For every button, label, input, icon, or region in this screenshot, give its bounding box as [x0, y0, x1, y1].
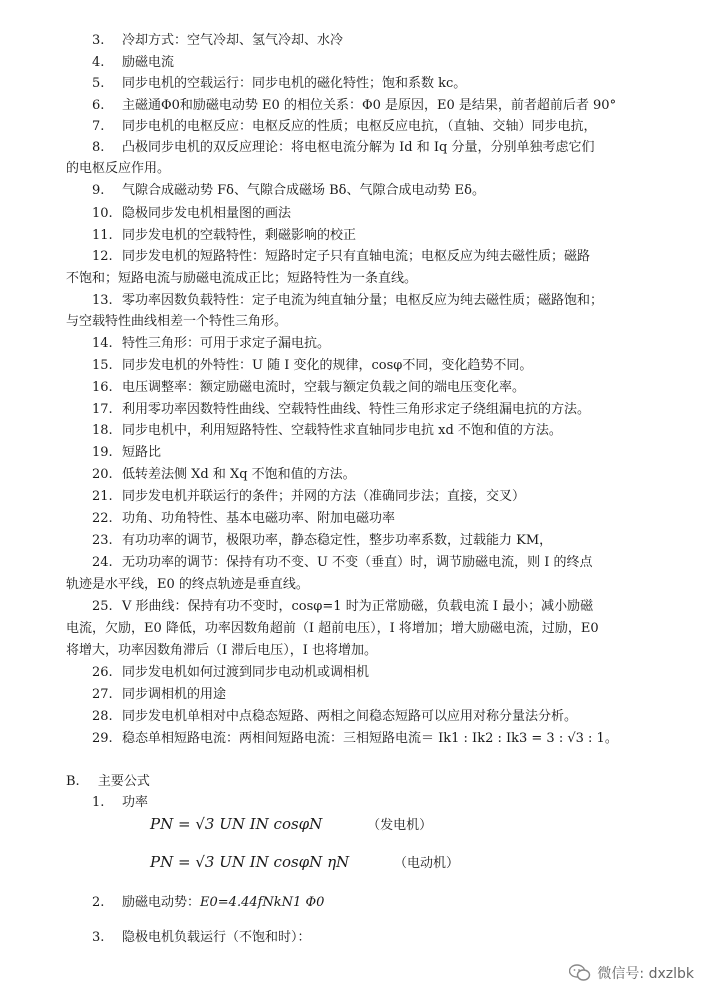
- list-item-continuation: 将增大，功率因数角滞后（I 滞后电压），I 也将增加。: [66, 643, 378, 658]
- wechat-icon: [569, 964, 591, 982]
- list-item-continuation: 与空载特性曲线相差一个特性三角形。: [66, 314, 288, 329]
- section-heading: B. 主要公式: [66, 774, 150, 789]
- formula-generator-power: PN = √3 UN IN cosφN （发电机）: [150, 815, 433, 833]
- formula-motor-power: PN = √3 UN IN cosφN ηN （电动机）: [150, 853, 459, 871]
- document-page: 3. 冷却方式：空气冷却、氢气冷却、水冷 4. 励磁电流 5. 同步电机的空载运行：同步电机的磁化特性；饱和系数 kc。 6. 主磁通Φ0和励磁电动势 E0 的相位关系：Φ0 是原因，E0 是结果，前者超前后者 90° 7. 同步电机的电枢反应：电枢反应的性质；电枢反应电抗，（直轴、交轴）同步电抗， 8. 凸极同步电机的双反应理论：将电枢电流分解为 Id 和 Iq 分量，分别单独考虑它们 的电枢反应作用。 9. 气隙合成磁动势 Fδ、气隙合成磁场 Bδ、气隙合成电动势 Eδ。 10. 隐极同步发电机相量图的画法 11. 同步发电机的空载特性，剩磁影响的校正 12. 同步发电机的短路特性：短路时定子只有直轴电流；电枢反应为纯去磁性质；磁路 不饱和；短路电流与励磁电流成正比；短路特性为一条直线。 13. 零功率因数负载特性：定子电流为纯直轴分量；电枢反应为纯去磁性质；磁路饱和； 与空载特性曲线相差一个特性三角形。 14. 特性三角形：可用于求定子漏电抗。 15. 同步发电机的外特性：U 随 I 变化的规律，cosφ不同，变化趋势不同。 16. 电压调整率：额定励磁电流时，空载与额定负载之间的端电压变化率。 17. 利用零功率因数特性曲线、空载特性曲线、特性三角形求定子绕组漏电抗的方法。 18. 同步电机中，利用短路特性、空载特性求直轴同步电抗 xd 不饱和值的方法。 19. 短路比 20. 低转差法侧 Xd 和 Xq 不饱和值的方法。 21. 同步发电机并联运行的条件；并网的方法（准确同步法；直接，交叉） 22. 功角、功角特性、基本电磁功率、附加电磁功率 23. 有功功率的调节，极限功率，静态稳定性，整步功率系数，过载能力 KM， 24. 无功功率的调节：保持有功不变、U 不变（垂直）时，调节励磁电流，则 I 的终点 轨迹是水平线，E0 的终点轨迹是垂直线。 25. V 形曲线：保持有功不变时，cosφ=1 时为正常励磁，负载电流 I 最小；减小励磁 电流，欠励，E0 降低，功率因数角超前（I 超前电压），I 将增加；增大励磁电流，过励，E0 将增大，功率因数角滞后（I 滞后电压），I 也将增加。 26. 同步发电机如何过渡到同步电动机或调相机 27. 同步调相机的用途 28. 同步发电机单相对中点稳态短路、两相之间稳态短路可以应用对称分量法分析。 29. 稳态单相短路电流：两相间短路电流：三相短路电流＝ Ik1 : Ik2 : Ik3 = 3 : √3 : 1。 B. 主要公式 1. 功率 PN = √3 UN IN cosφN （发电机） PN = √3 UN IN cosφN ηN （电动机） 2. 励磁电动势：E0=4.44fNkN1 Φ0 3. 隐极电机负载运行（不饱和时）： 微信号: dxzlbk: [66, 33, 694, 982]
- list-item-continuation: 轨迹是水平线，E0 的终点轨迹是垂直线。: [66, 577, 309, 592]
- list-item-continuation: 的电枢反应作用。: [66, 161, 171, 176]
- list-item-continuation: 电流，欠励，E0 降低，功率因数角超前（I 超前电压），I 将增加；增大励磁电流，过励，E0: [66, 621, 599, 636]
- list-item-continuation: 不饱和；短路电流与励磁电流成正比；短路特性为一条直线。: [66, 271, 418, 286]
- watermark: 微信号: dxzlbk: [569, 963, 694, 983]
